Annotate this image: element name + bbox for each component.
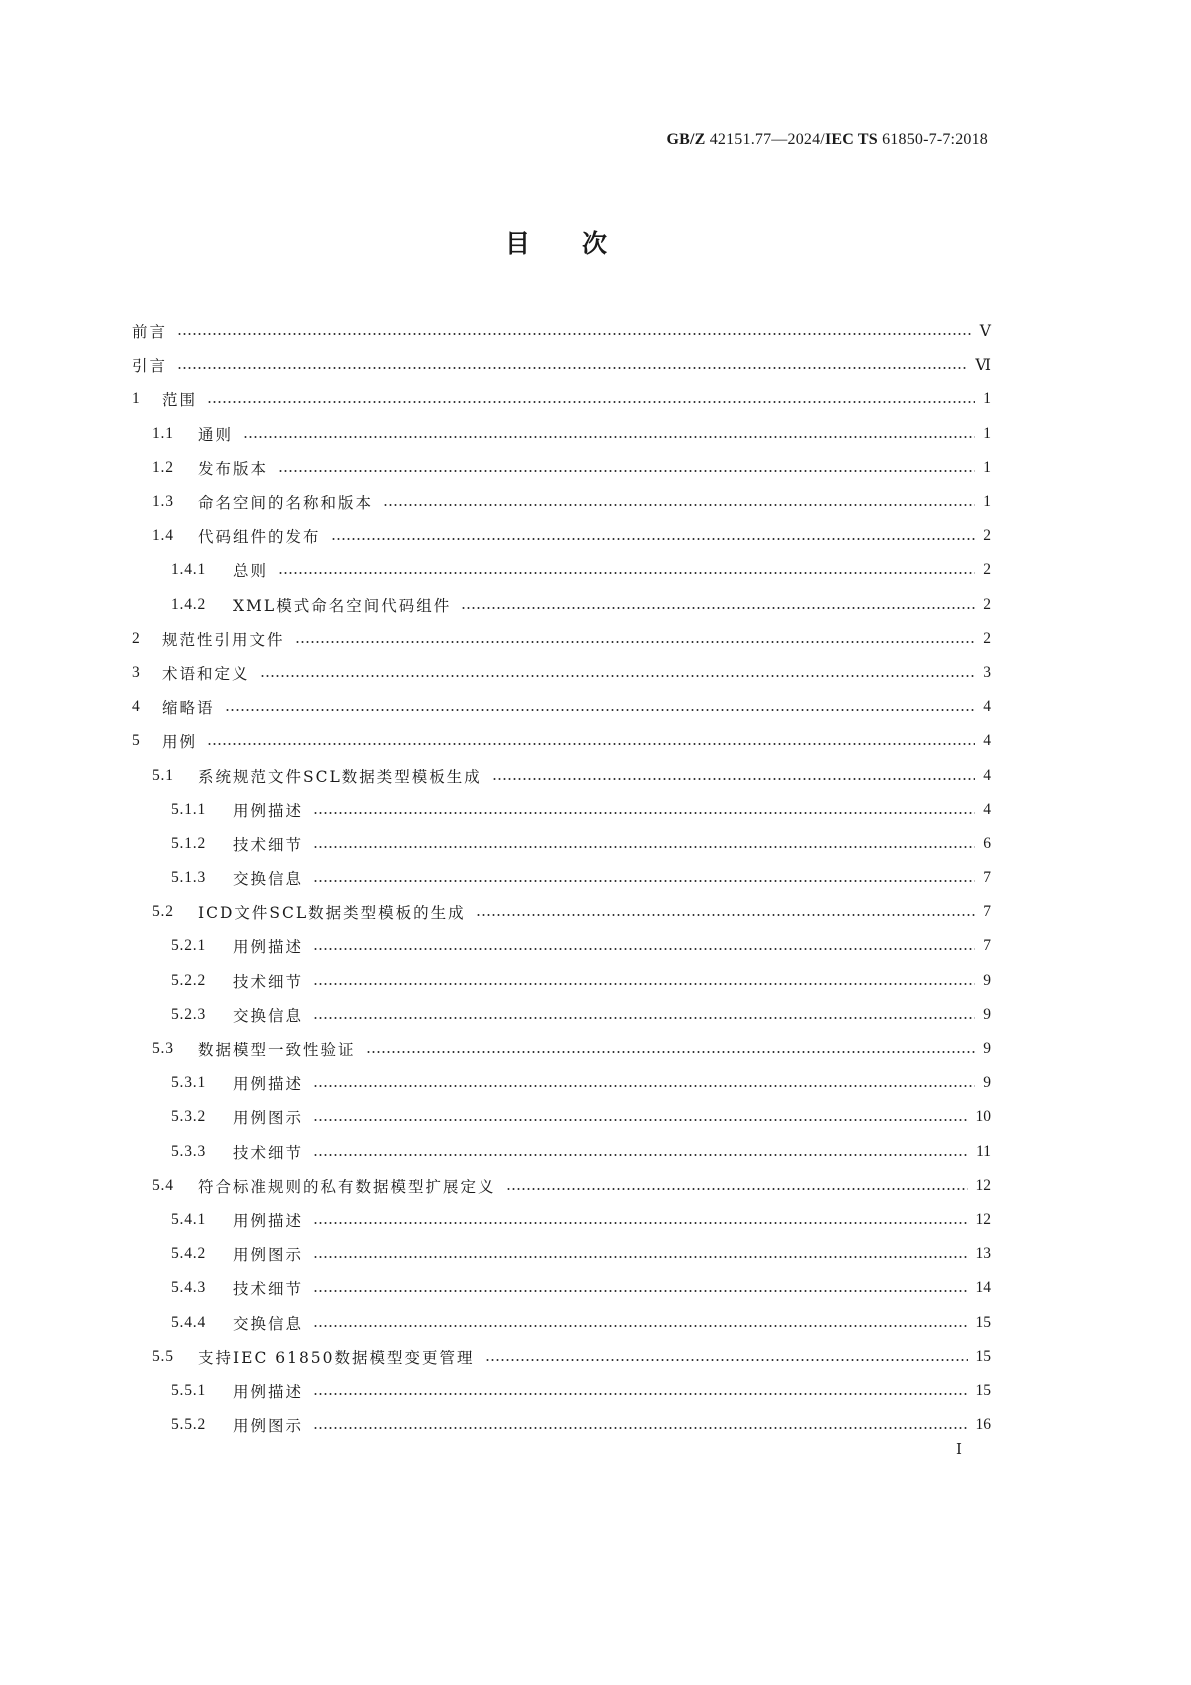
toc-entry[interactable]: [132, 861, 991, 895]
toc-entry-number: 1.4: [152, 527, 174, 545]
toc-entry-label: 用例描述: [233, 1382, 304, 1401]
toc-entry-page: Ⅴ: [979, 322, 991, 340]
header-code-iec: IEC TS: [824, 131, 878, 148]
toc-entry-label: 交换信息: [233, 1314, 304, 1333]
toc-entry[interactable]: [132, 1169, 991, 1203]
toc-entry-label: 命名空间的名称和版本: [198, 494, 374, 513]
toc-entry-label: 用例图示: [233, 1109, 304, 1128]
toc-entry-number: 1.4.2: [171, 595, 206, 613]
toc-entry-number: 5: [132, 732, 141, 750]
toc-entry-number: 1.4.1: [171, 561, 206, 579]
toc-entry-number: 5.4.1: [171, 1210, 206, 1228]
toc-dot-leader: [295, 641, 975, 643]
toc-entry-number: 2: [132, 629, 141, 647]
toc-entry[interactable]: [132, 1066, 991, 1100]
toc-entry-number: 5.5: [152, 1347, 174, 1365]
toc-entry-number: 5.5.1: [171, 1381, 206, 1399]
toc-entry-label: XML模式命名空间代码组件: [233, 596, 452, 615]
toc-dot-leader: [485, 1359, 968, 1361]
toc-entry-page: 2: [983, 629, 991, 647]
toc-entry[interactable]: [132, 622, 991, 656]
toc-entry-number: 5.2.2: [171, 971, 206, 989]
header-code-rest: 61850-7-7:2018: [877, 131, 988, 148]
toc-entry-number: 1.3: [152, 493, 174, 511]
toc-dot-leader: [207, 401, 975, 403]
toc-entry[interactable]: [132, 553, 991, 587]
toc-entry-page: 4: [983, 766, 991, 784]
toc-entry-label: 技术细节: [233, 972, 304, 991]
toc-entry[interactable]: [132, 998, 991, 1032]
toc-dot-leader: [177, 367, 967, 369]
toc-entry[interactable]: [132, 827, 991, 861]
toc-dot-leader: [383, 504, 975, 506]
toc-dot-leader: [313, 948, 975, 950]
toc-entry-number: 5.2.3: [171, 1005, 206, 1023]
toc-entry-page: 15: [975, 1347, 991, 1365]
toc-entry-page: 15: [975, 1313, 991, 1331]
toc-dot-leader: [506, 1188, 968, 1190]
toc-entry-page: 12: [975, 1210, 991, 1228]
toc-entry[interactable]: [132, 793, 991, 827]
toc-entry-page: 6: [983, 834, 991, 852]
toc-entry[interactable]: [132, 519, 991, 553]
toc-entry-label: 范围: [162, 391, 198, 410]
toc-entry-number: 5.3.1: [171, 1074, 206, 1092]
toc-entry[interactable]: [132, 929, 991, 963]
toc-entry-page: 2: [983, 595, 991, 613]
toc-entry-number: 1.2: [152, 458, 174, 476]
toc-dot-leader: [331, 538, 975, 540]
toc-entry-page: 1: [983, 493, 991, 511]
toc-dot-leader: [313, 880, 975, 882]
toc-entry[interactable]: [132, 724, 991, 758]
page-title: 目次: [504, 229, 659, 258]
toc-entry-label: 规范性引用文件: [162, 630, 285, 649]
toc-entry[interactable]: [132, 1340, 991, 1374]
toc-dot-leader: [243, 436, 975, 438]
toc-dot-leader: [476, 914, 975, 916]
toc-entry[interactable]: [132, 417, 991, 451]
toc-entry[interactable]: [132, 964, 991, 998]
toc-entry-page: Ⅵ: [975, 356, 991, 374]
toc-entry-label: 技术细节: [233, 835, 304, 854]
toc-dot-leader: [366, 1051, 975, 1053]
toc-dot-leader: [225, 709, 975, 711]
toc-entry-number: 5.5.2: [171, 1416, 206, 1434]
toc-entry-page: 9: [983, 1005, 991, 1023]
toc-entry-label: 总则: [233, 562, 269, 581]
toc-entry-label: 用例: [162, 733, 198, 752]
toc-entry-label: ICD文件SCL数据类型模板的生成: [198, 904, 466, 923]
toc-dot-leader: [313, 1222, 967, 1224]
toc-entry-label: 通则: [198, 425, 234, 444]
toc-entry[interactable]: [132, 1408, 991, 1442]
toc-entry-page: 7: [983, 937, 991, 955]
toc-entry-label: 支持IEC 61850数据模型变更管理: [198, 1348, 475, 1367]
toc-entry[interactable]: [132, 690, 991, 724]
toc-entry[interactable]: [132, 1305, 991, 1339]
toc-dot-leader: [313, 1393, 967, 1395]
toc-entry[interactable]: [132, 485, 991, 519]
toc-entry-label: 发布版本: [198, 459, 269, 478]
toc-entry-number: 5.3.2: [171, 1108, 206, 1126]
toc-entry[interactable]: [132, 314, 991, 348]
toc-entry-label: 用例描述: [233, 1211, 304, 1230]
toc-entry-label: 用例描述: [233, 1075, 304, 1094]
toc-entry-label: 符合标准规则的私有数据模型扩展定义: [198, 1177, 496, 1196]
toc-entry[interactable]: [132, 1374, 991, 1408]
toc-entry-label: 技术细节: [233, 1143, 304, 1162]
toc-entry[interactable]: [132, 382, 991, 416]
toc-entry-page: 4: [983, 732, 991, 750]
toc-entry[interactable]: [132, 1100, 991, 1134]
toc-dot-leader: [313, 1256, 967, 1258]
toc-dot-leader: [207, 743, 975, 745]
toc-entry-number: 1: [132, 390, 141, 408]
toc-entry[interactable]: [132, 656, 991, 690]
toc-entry-number: 5.1.2: [171, 834, 206, 852]
toc-entry-page: 4: [983, 698, 991, 716]
toc-dot-leader: [313, 1427, 967, 1429]
header-code-number: 42151.77—2024/: [705, 131, 825, 148]
toc-dot-leader: [313, 1290, 967, 1292]
toc-dot-leader: [313, 1119, 967, 1121]
toc-dot-leader: [461, 607, 975, 609]
toc-entry-page: 12: [975, 1176, 991, 1194]
toc-dot-leader: [177, 333, 972, 335]
toc-entry-page: 1: [983, 424, 991, 442]
toc-entry[interactable]: [132, 1237, 991, 1271]
toc-entry-page: 2: [983, 561, 991, 579]
toc-entry[interactable]: [132, 588, 991, 622]
toc-dot-leader: [313, 846, 975, 848]
toc-dot-leader: [313, 812, 975, 814]
toc-entry-label: 引言: [132, 357, 168, 376]
header-code-prefix: GB/Z: [666, 131, 706, 148]
toc-dot-leader: [278, 470, 975, 472]
toc-entry-page: 14: [975, 1279, 991, 1297]
toc-entry-number: 5.1.3: [171, 869, 206, 887]
toc-entry-page: 15: [975, 1381, 991, 1399]
toc-entry-page: 13: [975, 1245, 991, 1263]
toc-entry-label: 系统规范文件SCL数据类型模板生成: [198, 767, 482, 786]
toc-entry-page: 9: [983, 1074, 991, 1092]
toc-entry[interactable]: [132, 1271, 991, 1305]
toc-dot-leader: [313, 1154, 968, 1156]
toc-entry-label: 术语和定义: [162, 664, 250, 683]
toc-entry-page: 3: [983, 663, 991, 681]
document-code-header: [666, 131, 988, 149]
toc-dot-leader: [313, 983, 975, 985]
table-of-contents: [132, 314, 991, 1442]
toc-entry-number: 5.1: [152, 766, 174, 784]
toc-dot-leader: [492, 778, 975, 780]
toc-entry-label: 技术细节: [233, 1280, 304, 1299]
toc-dot-leader: [313, 1085, 975, 1087]
toc-entry-number: 5.2.1: [171, 937, 206, 955]
toc-entry[interactable]: [132, 758, 991, 792]
toc-entry-page: 1: [983, 458, 991, 476]
toc-entry-label: 数据模型一致性验证: [198, 1041, 356, 1060]
toc-entry-label: 交换信息: [233, 870, 304, 889]
toc-entry-number: 5.4.4: [171, 1313, 206, 1331]
toc-entry-page: 2: [983, 527, 991, 545]
toc-dot-leader: [278, 572, 975, 574]
toc-entry-page: 16: [975, 1416, 991, 1434]
toc-entry-page: 7: [983, 869, 991, 887]
toc-entry-page: 7: [983, 903, 991, 921]
toc-entry[interactable]: [132, 895, 991, 929]
toc-entry-page: 1: [983, 390, 991, 408]
toc-entry-page: 4: [983, 800, 991, 818]
toc-entry-label: 用例描述: [233, 938, 304, 957]
toc-entry[interactable]: [132, 1032, 991, 1066]
page-number: Ⅰ: [956, 1442, 962, 1458]
toc-entry-page: 9: [983, 971, 991, 989]
toc-entry-label: 交换信息: [233, 1006, 304, 1025]
toc-entry-number: 5.3.3: [171, 1142, 206, 1160]
toc-entry-number: 1.1: [152, 424, 174, 442]
toc-dot-leader: [260, 675, 975, 677]
toc-entry-label: 用例图示: [233, 1417, 304, 1436]
toc-entry-label: 用例描述: [233, 801, 304, 820]
toc-entry-number: 5.3: [152, 1040, 174, 1058]
toc-entry-number: 5.4.2: [171, 1245, 206, 1263]
toc-entry-number: 5.4.3: [171, 1279, 206, 1297]
toc-entry-page: 10: [975, 1108, 991, 1126]
toc-entry-label: 前言: [132, 323, 168, 342]
toc-entry-number: 5.2: [152, 903, 174, 921]
toc-entry-number: 3: [132, 663, 141, 681]
toc-entry[interactable]: [132, 1135, 991, 1169]
toc-entry-label: 代码组件的发布: [198, 528, 321, 547]
toc-entry[interactable]: [132, 451, 991, 485]
toc-entry[interactable]: [132, 348, 991, 382]
toc-entry[interactable]: [132, 1203, 991, 1237]
toc-entry-number: 4: [132, 698, 141, 716]
toc-dot-leader: [313, 1017, 975, 1019]
toc-dot-leader: [313, 1325, 967, 1327]
toc-entry-number: 5.4: [152, 1176, 174, 1194]
toc-entry-number: 5.1.1: [171, 800, 206, 818]
toc-entry-page: 11: [976, 1142, 991, 1160]
toc-entry-page: 9: [983, 1040, 991, 1058]
toc-entry-label: 缩略语: [162, 699, 215, 718]
toc-entry-label: 用例图示: [233, 1246, 304, 1265]
